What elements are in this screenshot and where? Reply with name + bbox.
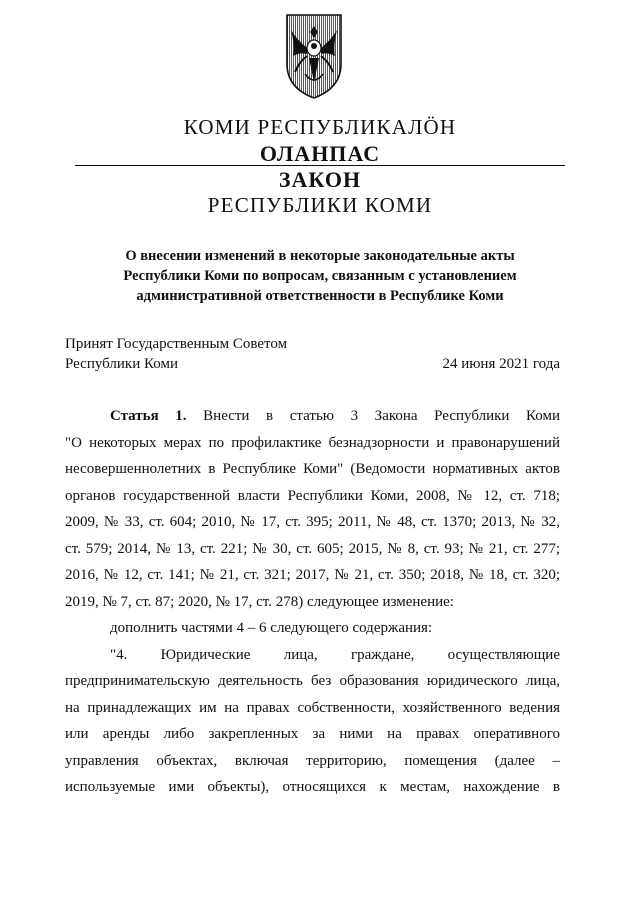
adoption-line: Республики Коми — [65, 356, 178, 372]
law-title-line: административной ответственности в Республике Коми — [136, 288, 504, 304]
article-text: Внести в статью 3 Закона Республики Коми — [203, 408, 560, 424]
article-line: 2019, № 7, ст. 87; 2020, № 17, ст. 278) следующее изменение: — [65, 593, 454, 610]
amendment-intro: дополнить частями 4 – 6 следующего содержания: — [110, 620, 433, 636]
header-komi-republic: КОМИ РЕСПУБЛИКАЛÖН — [183, 115, 457, 139]
article-label: Статья 1. — [110, 408, 187, 424]
quote-line: "4. Юридические лица, граждане, осуществляющие — [110, 646, 560, 663]
header-zakon: ЗАКОН — [278, 167, 362, 192]
quote-line: используемые ими объекты), относящихся к местам, нахождение в — [65, 779, 560, 795]
adoption-line: Принят Государственным Советом — [65, 336, 288, 352]
adoption-date: 24 июня 2021 года — [442, 356, 560, 372]
article-line: 2016, № 12, ст. 141; № 21, ст. 321; 2017, № 21, ст. 350; 2018, № 18, ст. 320; — [65, 567, 560, 583]
quote-line: управления объектах, включая территорию, помещения (далее – — [65, 752, 560, 769]
article-line: "О некоторых мерах по профилактике безнадзорности и правонарушений — [65, 434, 560, 451]
adoption-block — [65, 334, 287, 374]
article-1 — [65, 403, 560, 801]
law-title-line: Республики Коми по вопросам, связанным с установлением — [123, 268, 517, 284]
article-line: ст. 579; 2014, № 13, ст. 221; № 30, ст. 605; 2015, № 8, ст. 93; № 21, ст. 277; — [65, 540, 560, 557]
quote-line: на принадлежащих им на правах собственности, хозяйственного ведения — [65, 699, 560, 716]
header-olanpas: ОЛАНПАС — [259, 141, 381, 166]
komi-coat-of-arms-emblem — [285, 12, 343, 100]
law-title — [60, 246, 580, 306]
header-respubliki-komi: РЕСПУБЛИКИ КОМИ — [207, 193, 433, 217]
law-title-line: О внесении изменений в некоторые законодательные акты — [125, 248, 515, 264]
article-line: несовершеннолетних в Республике Коми" (Ведомости нормативных актов — [65, 461, 560, 477]
article-line: органов государственной власти Республики Коми, 2008, № 12, ст. 718; — [65, 487, 560, 504]
quote-line: или аренды либо закрепленных за ними на правах оперативного — [65, 726, 560, 742]
article-line: 2009, № 33, ст. 604; 2010, № 17, ст. 395; 2011, № 48, ст. 1370; 2013, № 32, — [65, 514, 560, 530]
quote-line: предпринимательскую деятельность без образования юридического лица, — [65, 673, 560, 689]
article-line — [65, 403, 560, 430]
